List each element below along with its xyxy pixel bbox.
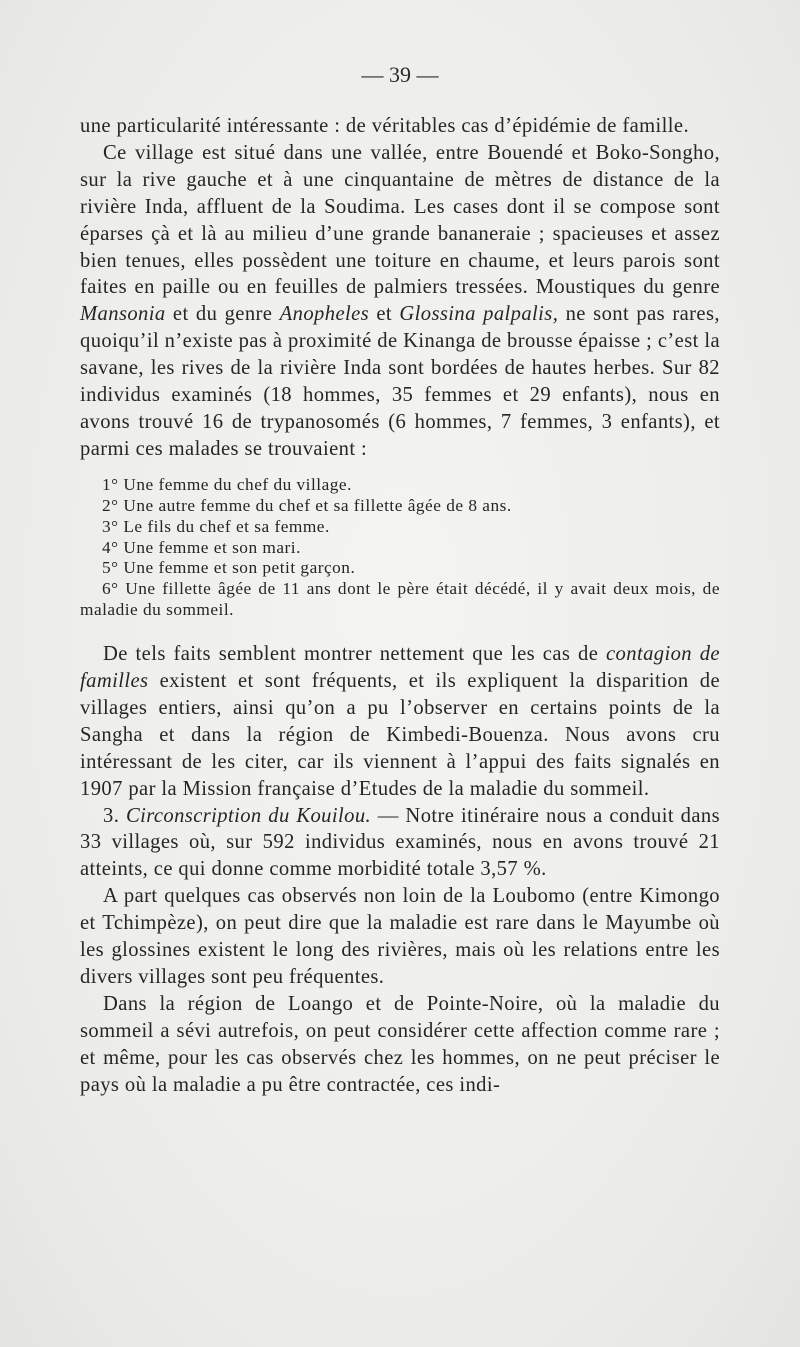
page-body — [80, 113, 720, 1099]
section-number: 3. — [103, 804, 120, 827]
list-item: 4° Une femme et son mari. — [102, 537, 301, 557]
text-span: ne sont pas rares, quoiqu’il n’existe pas à proximité de Kinanga de brousse épaisse ; c’est la savane, les rives de la rivière Inda sont bordées de hautes herbes. Sur 82 individus examinés (18 hommes, 35 femmes et 29 enfants), nous en avons trouvé 16 de trypanosomés (6 hommes, 7 femmes, 3 enfants), et parmi ces malades se trouvaient : — [80, 303, 720, 460]
text-span: et — [376, 303, 393, 326]
paragraph-contagion — [80, 641, 720, 802]
species-name: Glossina palpalis, — [399, 303, 559, 326]
emphasis-text: contagion de familles — [80, 643, 720, 693]
section-heading: Circonscription du Kouilou. — [125, 804, 372, 827]
species-name: Anopheles — [279, 303, 370, 326]
paragraph-loango: Dans la région de Loango et de Pointe-Noire, où la maladie du sommeil a sévi autrefois, on peut considérer cette affection comme rare ; et même, pour les cas observés chez les hommes, on ne peut préciser le pays où la maladie a pu être contractée, ces indi- — [80, 992, 720, 1096]
text-span: existent et sont fréquents, et ils expliquent la disparition de villages entiers, ainsi qu’on a pu l’observer en certains points de la Sangha et dans la région de Kimbedi-Bouenza. Nous avons cru intéressant de les citer, car ils viennent à l’appui des faits signalés en 1907 par la Mission française d’Etudes de la maladie du sommeil. — [80, 670, 720, 800]
text-span: Ce village est situé dans une vallée, entre Bouendé et Boko-Songho, sur la rive gauche et à une cinquantaine de mètres de distance de la rivière Inda, affluent de la Soudima. Les cases dont il se compose sont éparses çà et là au milieu d’une grande bananeraie ; spacieuses et assez bien tenues, elles possèdent une toiture en chaume, et leurs parois sont faites en paille ou en feuilles de palmiers tressées. Moustiques du genre — [80, 141, 720, 299]
list-item: 2° Une autre femme du chef et sa fillette âgée de 8 ans. — [102, 495, 512, 515]
paragraph-continuation: une particularité intéressante : de véritables cas d’épidémie de famille. — [80, 115, 690, 137]
text-span: — Notre itinéraire nous a conduit dans 33 villages où, sur 592 individus examinés, nous en avons trouvé 21 atteints, ce qui donne comme morbidité totale 3,57 %. — [80, 804, 720, 881]
text-span: De tels faits semblent montrer nettement que les cas de — [103, 643, 599, 666]
list-item: 3° Le fils du chef et sa femme. — [102, 516, 330, 536]
paragraph-village-description — [80, 140, 720, 463]
page-number: — 39 — — [361, 62, 439, 87]
list-item: 6° Une fillette âgée de 11 ans dont le père était décédé, il y avait deux mois, de maladie du sommeil. — [80, 579, 720, 620]
patient-list — [80, 475, 720, 621]
paragraph-mayumbe: A part quelques cas observés non loin de la Loubomo (entre Kimongo et Tchimpèze), on peut dire que la maladie est rare dans le Mayumbe où les glossines existent le long des rivières, mais où les relations entre les divers villages sont peu fréquentes. — [80, 885, 720, 988]
species-name: Mansonia — [80, 303, 166, 326]
list-item: 5° Une femme et son petit garçon. — [102, 558, 356, 578]
paragraph-kouilou — [80, 803, 720, 884]
text-span: et du genre — [172, 303, 273, 326]
list-item: 1° Une femme du chef du village. — [102, 474, 352, 494]
